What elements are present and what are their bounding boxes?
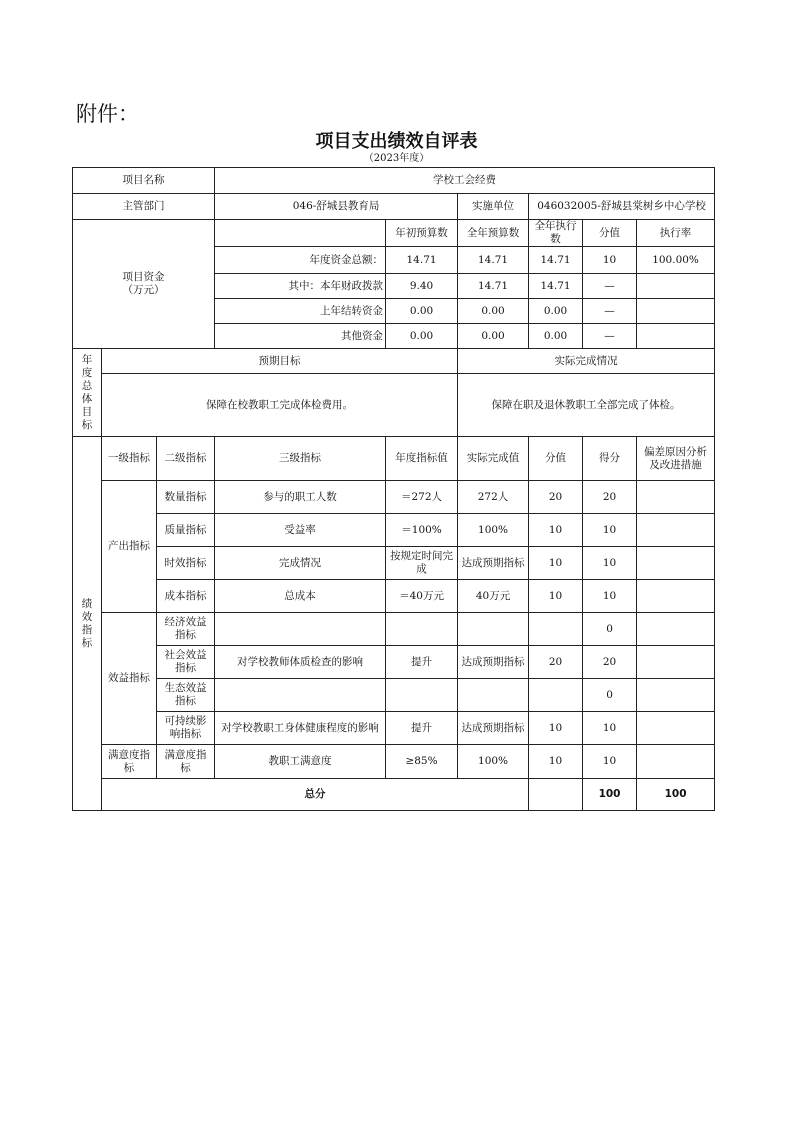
goals-header-row	[73, 349, 715, 374]
year-subtitle: （2023年度）	[363, 153, 430, 164]
funds-row-label: 其他资金	[215, 324, 386, 349]
level2-indicator: 生态效益 指标	[157, 679, 215, 712]
indicator-row	[73, 580, 715, 613]
funds-row-label: 上年结转资金	[215, 299, 386, 324]
level3-indicator: 对学校教职工身体健康程度的影响	[215, 712, 386, 745]
self-evaluation-table	[72, 167, 715, 811]
obtained-score: 0	[583, 613, 637, 646]
obtained-score: 20	[583, 646, 637, 679]
annual-target: 提升	[386, 712, 458, 745]
indicator-row	[73, 481, 715, 514]
funds-cell: 14.71	[386, 247, 458, 274]
indicator-header: 一级指标	[102, 437, 157, 481]
actual-value: 100%	[458, 514, 529, 547]
annual-target: ＝272人	[386, 481, 458, 514]
funds-cell	[637, 299, 715, 324]
level2-indicator: 社会效益 指标	[157, 646, 215, 679]
deviation-note	[637, 745, 715, 779]
indicator-header: 实际完成值	[458, 437, 529, 481]
level3-indicator: 总成本	[215, 580, 386, 613]
obtained-score: 20	[583, 481, 637, 514]
obtained-score: 10	[583, 712, 637, 745]
funds-cell: 14.71	[529, 274, 583, 299]
project-name-value: 学校工会经费	[215, 168, 715, 194]
funds-row-label: 其中：本年财政拨款	[215, 274, 386, 299]
dept-label: 主管部门	[73, 194, 215, 220]
obtained-score: 10	[583, 745, 637, 779]
level3-indicator: 对学校教师体质检查的影响	[215, 646, 386, 679]
annual-target	[386, 613, 458, 646]
funds-cell: 0.00	[458, 299, 529, 324]
score-value: 10	[529, 580, 583, 613]
obtained-score: 10	[583, 547, 637, 580]
funds-cell: 0.00	[458, 324, 529, 349]
funds-cell: —	[583, 299, 637, 324]
satisfaction-indicators-group: 满意度指 标	[102, 745, 157, 779]
indicator-row	[73, 646, 715, 679]
funds-cell: 0.00	[386, 324, 458, 349]
indicator-header-row	[73, 437, 715, 481]
funds-cell: 14.71	[529, 247, 583, 274]
funds-header-row	[73, 220, 715, 247]
actual-value: 达成预期指标	[458, 646, 529, 679]
project-name-label: 项目名称	[73, 168, 215, 194]
total-obtained: 100	[637, 779, 715, 811]
indicator-header: 得分	[583, 437, 637, 481]
goals-content-row	[73, 374, 715, 437]
annual-target: 按规定时间完 成	[386, 547, 458, 580]
unit-label: 实施单位	[458, 194, 529, 220]
level2-indicator: 满意度指 标	[157, 745, 215, 779]
score-value: 10	[529, 547, 583, 580]
expected-goal-label: 预期目标	[102, 349, 458, 374]
funds-cell: 14.71	[458, 247, 529, 274]
total-actual	[529, 779, 583, 811]
score-value: 20	[529, 646, 583, 679]
funds-header: 年初预算数	[386, 220, 458, 247]
score-value: 10	[529, 514, 583, 547]
attachment-label: 附件：	[76, 102, 139, 126]
funds-cell: 100.00%	[637, 247, 715, 274]
level2-indicator: 数量指标	[157, 481, 215, 514]
total-label: 总分	[102, 779, 529, 811]
level3-indicator	[215, 613, 386, 646]
level2-indicator: 经济效益 指标	[157, 613, 215, 646]
annual-target	[386, 679, 458, 712]
indicator-header: 二级指标	[157, 437, 215, 481]
page-title: 项目支出绩效自评表	[315, 131, 478, 152]
annual-target: 提升	[386, 646, 458, 679]
score-value: 10	[529, 745, 583, 779]
level3-indicator: 受益率	[215, 514, 386, 547]
indicator-row	[73, 679, 715, 712]
funds-cell: 0.00	[529, 299, 583, 324]
funds-header: 分值	[583, 220, 637, 247]
score-value	[529, 679, 583, 712]
annual-target: ＝100%	[386, 514, 458, 547]
actual-value: 100%	[458, 745, 529, 779]
funds-cell: 14.71	[458, 274, 529, 299]
level2-indicator: 质量指标	[157, 514, 215, 547]
indicator-row	[73, 514, 715, 547]
deviation-note	[637, 679, 715, 712]
performance-indicators-label: 绩 效 指 标	[73, 437, 102, 811]
funds-header: 全年预算数	[458, 220, 529, 247]
funds-header: 执行率	[637, 220, 715, 247]
level3-indicator: 参与的职工人数	[215, 481, 386, 514]
indicator-header: 分值	[529, 437, 583, 481]
output-indicators-group: 产出指标	[102, 481, 157, 613]
funds-cell: 0.00	[529, 324, 583, 349]
funds-label: 项目资金 （万元）	[73, 220, 215, 349]
obtained-score: 0	[583, 679, 637, 712]
funds-cell	[637, 324, 715, 349]
annual-target: ≥85%	[386, 745, 458, 779]
funds-cell: 9.40	[386, 274, 458, 299]
deviation-note	[637, 580, 715, 613]
actual-completion-text: 保障在职及退休教职工全部完成了体检。	[458, 374, 715, 437]
dept-value: 046-舒城县教育局	[215, 194, 458, 220]
score-value: 20	[529, 481, 583, 514]
level3-indicator	[215, 679, 386, 712]
actual-value: 达成预期指标	[458, 712, 529, 745]
level2-indicator: 可持续影 响指标	[157, 712, 215, 745]
total-score: 100	[583, 779, 637, 811]
funds-header-blank	[215, 220, 386, 247]
level2-indicator: 成本指标	[157, 580, 215, 613]
actual-value	[458, 679, 529, 712]
actual-completion-label: 实际完成情况	[458, 349, 715, 374]
funds-cell	[637, 274, 715, 299]
score-value: 10	[529, 712, 583, 745]
deviation-note	[637, 613, 715, 646]
deviation-note	[637, 646, 715, 679]
department-row	[73, 194, 715, 220]
indicator-header: 偏差原因分析 及改进措施	[637, 437, 715, 481]
actual-value: 272人	[458, 481, 529, 514]
actual-value: 达成预期指标	[458, 547, 529, 580]
level3-indicator: 教职工满意度	[215, 745, 386, 779]
funds-cell: —	[583, 274, 637, 299]
funds-row-label: 年度资金总额：	[215, 247, 386, 274]
actual-value: 40万元	[458, 580, 529, 613]
funds-cell: 0.00	[386, 299, 458, 324]
deviation-note	[637, 547, 715, 580]
total-row	[73, 779, 715, 811]
actual-value	[458, 613, 529, 646]
funds-header: 全年执行数	[529, 220, 583, 247]
indicator-header: 三级指标	[215, 437, 386, 481]
obtained-score: 10	[583, 580, 637, 613]
score-value	[529, 613, 583, 646]
level2-indicator: 时效指标	[157, 547, 215, 580]
deviation-note	[637, 481, 715, 514]
expected-goal-text: 保障在校教职工完成体检费用。	[102, 374, 458, 437]
indicator-row	[73, 712, 715, 745]
obtained-score: 10	[583, 514, 637, 547]
deviation-note	[637, 712, 715, 745]
funds-cell: 10	[583, 247, 637, 274]
indicator-row	[73, 745, 715, 779]
annual-target: ＝40万元	[386, 580, 458, 613]
level3-indicator: 完成情况	[215, 547, 386, 580]
indicator-row	[73, 613, 715, 646]
project-name-row	[73, 168, 715, 194]
deviation-note	[637, 514, 715, 547]
benefit-indicators-group: 效益指标	[102, 613, 157, 745]
unit-value: 046032005-舒城县棠树乡中心学校	[529, 194, 715, 220]
indicator-header: 年度指标值	[386, 437, 458, 481]
indicator-row	[73, 547, 715, 580]
annual-goals-label: 年 度 总 体 目 标	[73, 349, 102, 437]
funds-cell: —	[583, 324, 637, 349]
